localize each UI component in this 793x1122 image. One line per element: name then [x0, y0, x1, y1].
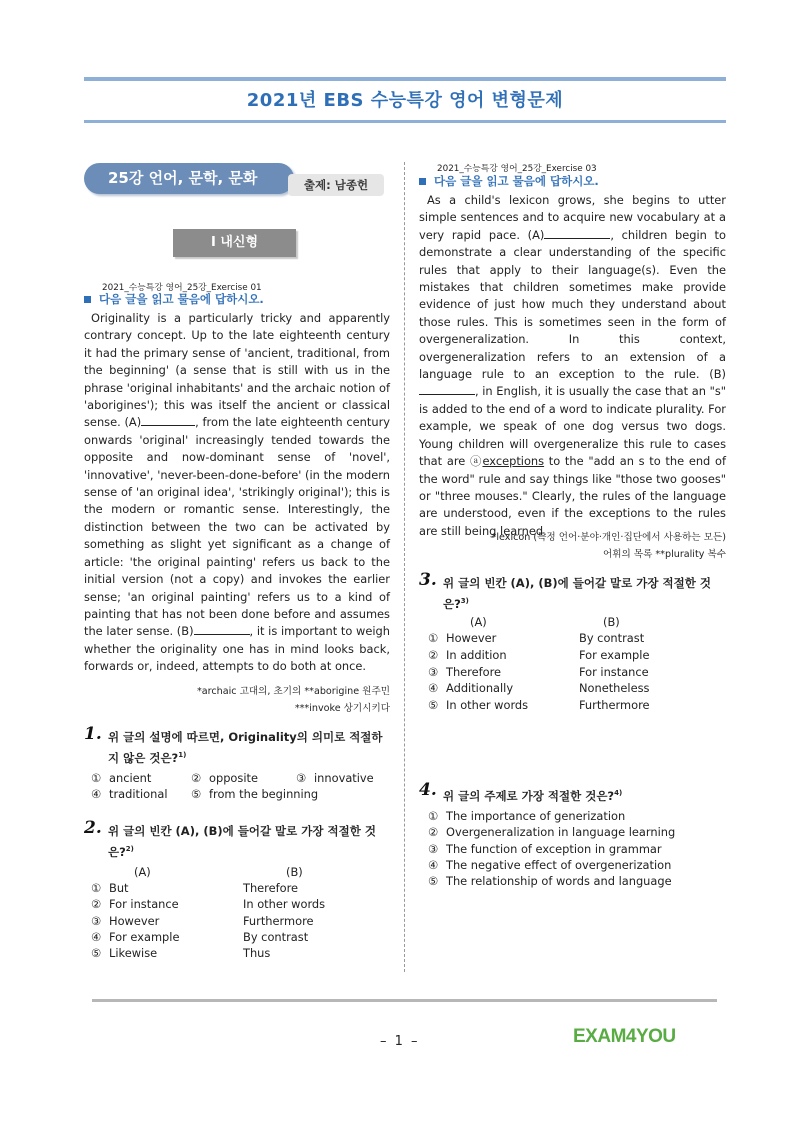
- q2-option-1[interactable]: ① But Therefore: [91, 881, 299, 895]
- directive-2: 다음 글을 읽고 물음에 답하시오.: [419, 173, 599, 189]
- q3-head-a: (A): [470, 615, 487, 629]
- q2-option-5[interactable]: ⑤ Likewise Thus: [91, 946, 271, 961]
- q1-option-4[interactable]: ④ traditional: [91, 787, 168, 801]
- passage-1: Originality is a particularly tricky and apparently contrary concept. Up to the late eighteenth century it had the primary sense of 'ancient, traditional, from the beginning' (a sense that is still with us in the phrase 'original inhabitants' and the archaic notion of 'aborigines'); this was itself the ancient or classical sense. (A) , from the late eighteenth century onwards 'original' increasingly tended towards the opposite and now-dominant sense of 'novel', 'innovative', 'never-been-done-before' (in the modern sense of 'an original idea', 'strikingly original'); this is the modern or romantic sense. Interestingly, the distinction between the two can be activated by something as slight yet significant as a change of article: 'the original painting' refers us back to the initial version (not a copy) and invokes the earlier sense; 'an original painting' refers us to a kind of painting that has not been done before and assumes the later sense. (B) , it is important to weigh whether the originality one has in mind looks back, forwards or, indeed, attempts to do both at once.: [84, 311, 391, 674]
- question-2: 2. 위 글의 빈칸 (A), (B)에 들어갈 말로 가장 적절한 것은?$^{2)}$: [84, 818, 376, 859]
- q4-options: [428, 808, 726, 889]
- q4-option-4[interactable]: ④ The negative effect of overgenerization: [428, 857, 672, 872]
- exercise-label-1: 2021_수능특강 영어_25강_Exercise 01: [102, 283, 262, 293]
- passage-2: As a child's lexicon grows, she begins to utter simple sentences and to acquire new vocabulary at a very rapid pace. (A) , children begin to demonstrate a clear understanding of the specific rules that apply to their language(s). Even the mistakes that children sometimes make provide evidence of just how much they understand about those rules. This is sometimes seen in the form of overgeneralization. In this context, overgeneralization refers to an extension of a language rule to an exception to the rule. (B), in English, it is usually the case that an "s" is added to the end of a word to indicate plurality. For example, we speak of one dog versus two dogs. Young children will overgeneralize this rule to cases that are ⓐexceptions to the "add an s to the end of the word" rule and say things like "those two gooses" or "three mouses." Clearly, the rules of the language are understood, even if the exceptions to the rules are still being learned.: [419, 193, 726, 538]
- q2-head-a: (A): [134, 865, 151, 879]
- q2-head-b: (B): [286, 865, 303, 879]
- q3-head-b: (B): [603, 615, 620, 629]
- q3-option-4[interactable]: ④ Additionally Nonetheless: [428, 681, 650, 696]
- q2-option-3[interactable]: ③ However Furthermore: [91, 913, 314, 928]
- q3-option-5[interactable]: ⑤ In other words Furthermore: [428, 698, 650, 713]
- q1-option-5[interactable]: ⑤ from the beginning: [191, 787, 319, 801]
- unit-badge: 25강 언어, 문학, 문화: [84, 163, 294, 194]
- q1-options: [91, 770, 391, 802]
- q1-option-1[interactable]: ① ancient: [91, 771, 152, 785]
- author-tag: 출제: 남종헌: [288, 174, 384, 196]
- q4-option-1[interactable]: ① The importance of generization: [428, 809, 626, 823]
- gloss-1: *archaic 고대의, 초기의 **aborigine 원주민 ***invoke 상기시키다: [196, 686, 390, 714]
- page-number: – 1 –: [380, 1034, 420, 1049]
- header-top-rule: [84, 77, 726, 81]
- q3-options: [428, 614, 726, 714]
- blank-a: [544, 227, 610, 239]
- exam4you-logo: EXAM4YOU: [573, 1026, 676, 1047]
- header-bottom-rule: [84, 120, 726, 123]
- directive-1: 다음 글을 읽고 물음에 답하시오.: [84, 291, 264, 307]
- q1-option-2[interactable]: ② opposite: [191, 771, 258, 785]
- question-number: 1.: [84, 724, 102, 744]
- blank-b: [419, 383, 475, 395]
- q4-option-2[interactable]: ② Overgeneralization in language learning: [428, 825, 676, 840]
- q2-options: [91, 864, 391, 961]
- q3-option-3[interactable]: ③ Therefore For instance: [428, 664, 649, 679]
- q3-option-1[interactable]: ① However By contrast: [428, 631, 645, 645]
- q4-option-3[interactable]: ③ The function of exception in grammar: [428, 841, 662, 856]
- blank-a: [141, 414, 195, 426]
- question-number: 2.: [84, 818, 102, 838]
- question-4: 4. 위 글의 주제로 가장 적절한 것은?$^{4)}$: [419, 780, 623, 803]
- question-3: 3. 위 글의 빈칸 (A), (B)에 들어갈 말로 가장 적절한 것은?$^{3)}$: [419, 570, 711, 611]
- gloss-2: *lexicon (특정 언어·분야·개인·집단에서 사용하는 모든) 어휘의 목록 **plurality 복수: [491, 532, 726, 560]
- exercise-label-2: 2021_수능특강 영어_25강_Exercise 03: [437, 164, 597, 174]
- blank-b: [194, 623, 250, 635]
- question-number: 4.: [419, 780, 437, 800]
- section-badge: I 내신형: [173, 229, 296, 257]
- column-divider: [404, 162, 405, 972]
- q2-option-2[interactable]: ② For instance In other words: [91, 897, 326, 912]
- square-bullet-icon: [84, 296, 91, 303]
- page-title: 2021년 EBS 수능특강 영어 변형문제: [246, 90, 564, 111]
- q3-option-2[interactable]: ② In addition For example: [428, 647, 650, 662]
- question-number: 3.: [419, 570, 437, 590]
- footer-rule: [92, 999, 717, 1002]
- square-bullet-icon: [419, 178, 426, 185]
- question-1: 1. 위 글의 설명에 따르면, Originality의 의미로 적절하지 않은 것은?$^{1)}$: [84, 724, 383, 765]
- q2-option-4[interactable]: ④ For example By contrast: [91, 929, 309, 944]
- underlined-word: exceptions: [482, 454, 545, 469]
- q4-option-5[interactable]: ⑤ The relationship of words and language: [428, 874, 672, 889]
- q1-option-3[interactable]: ③ innovative: [296, 771, 374, 785]
